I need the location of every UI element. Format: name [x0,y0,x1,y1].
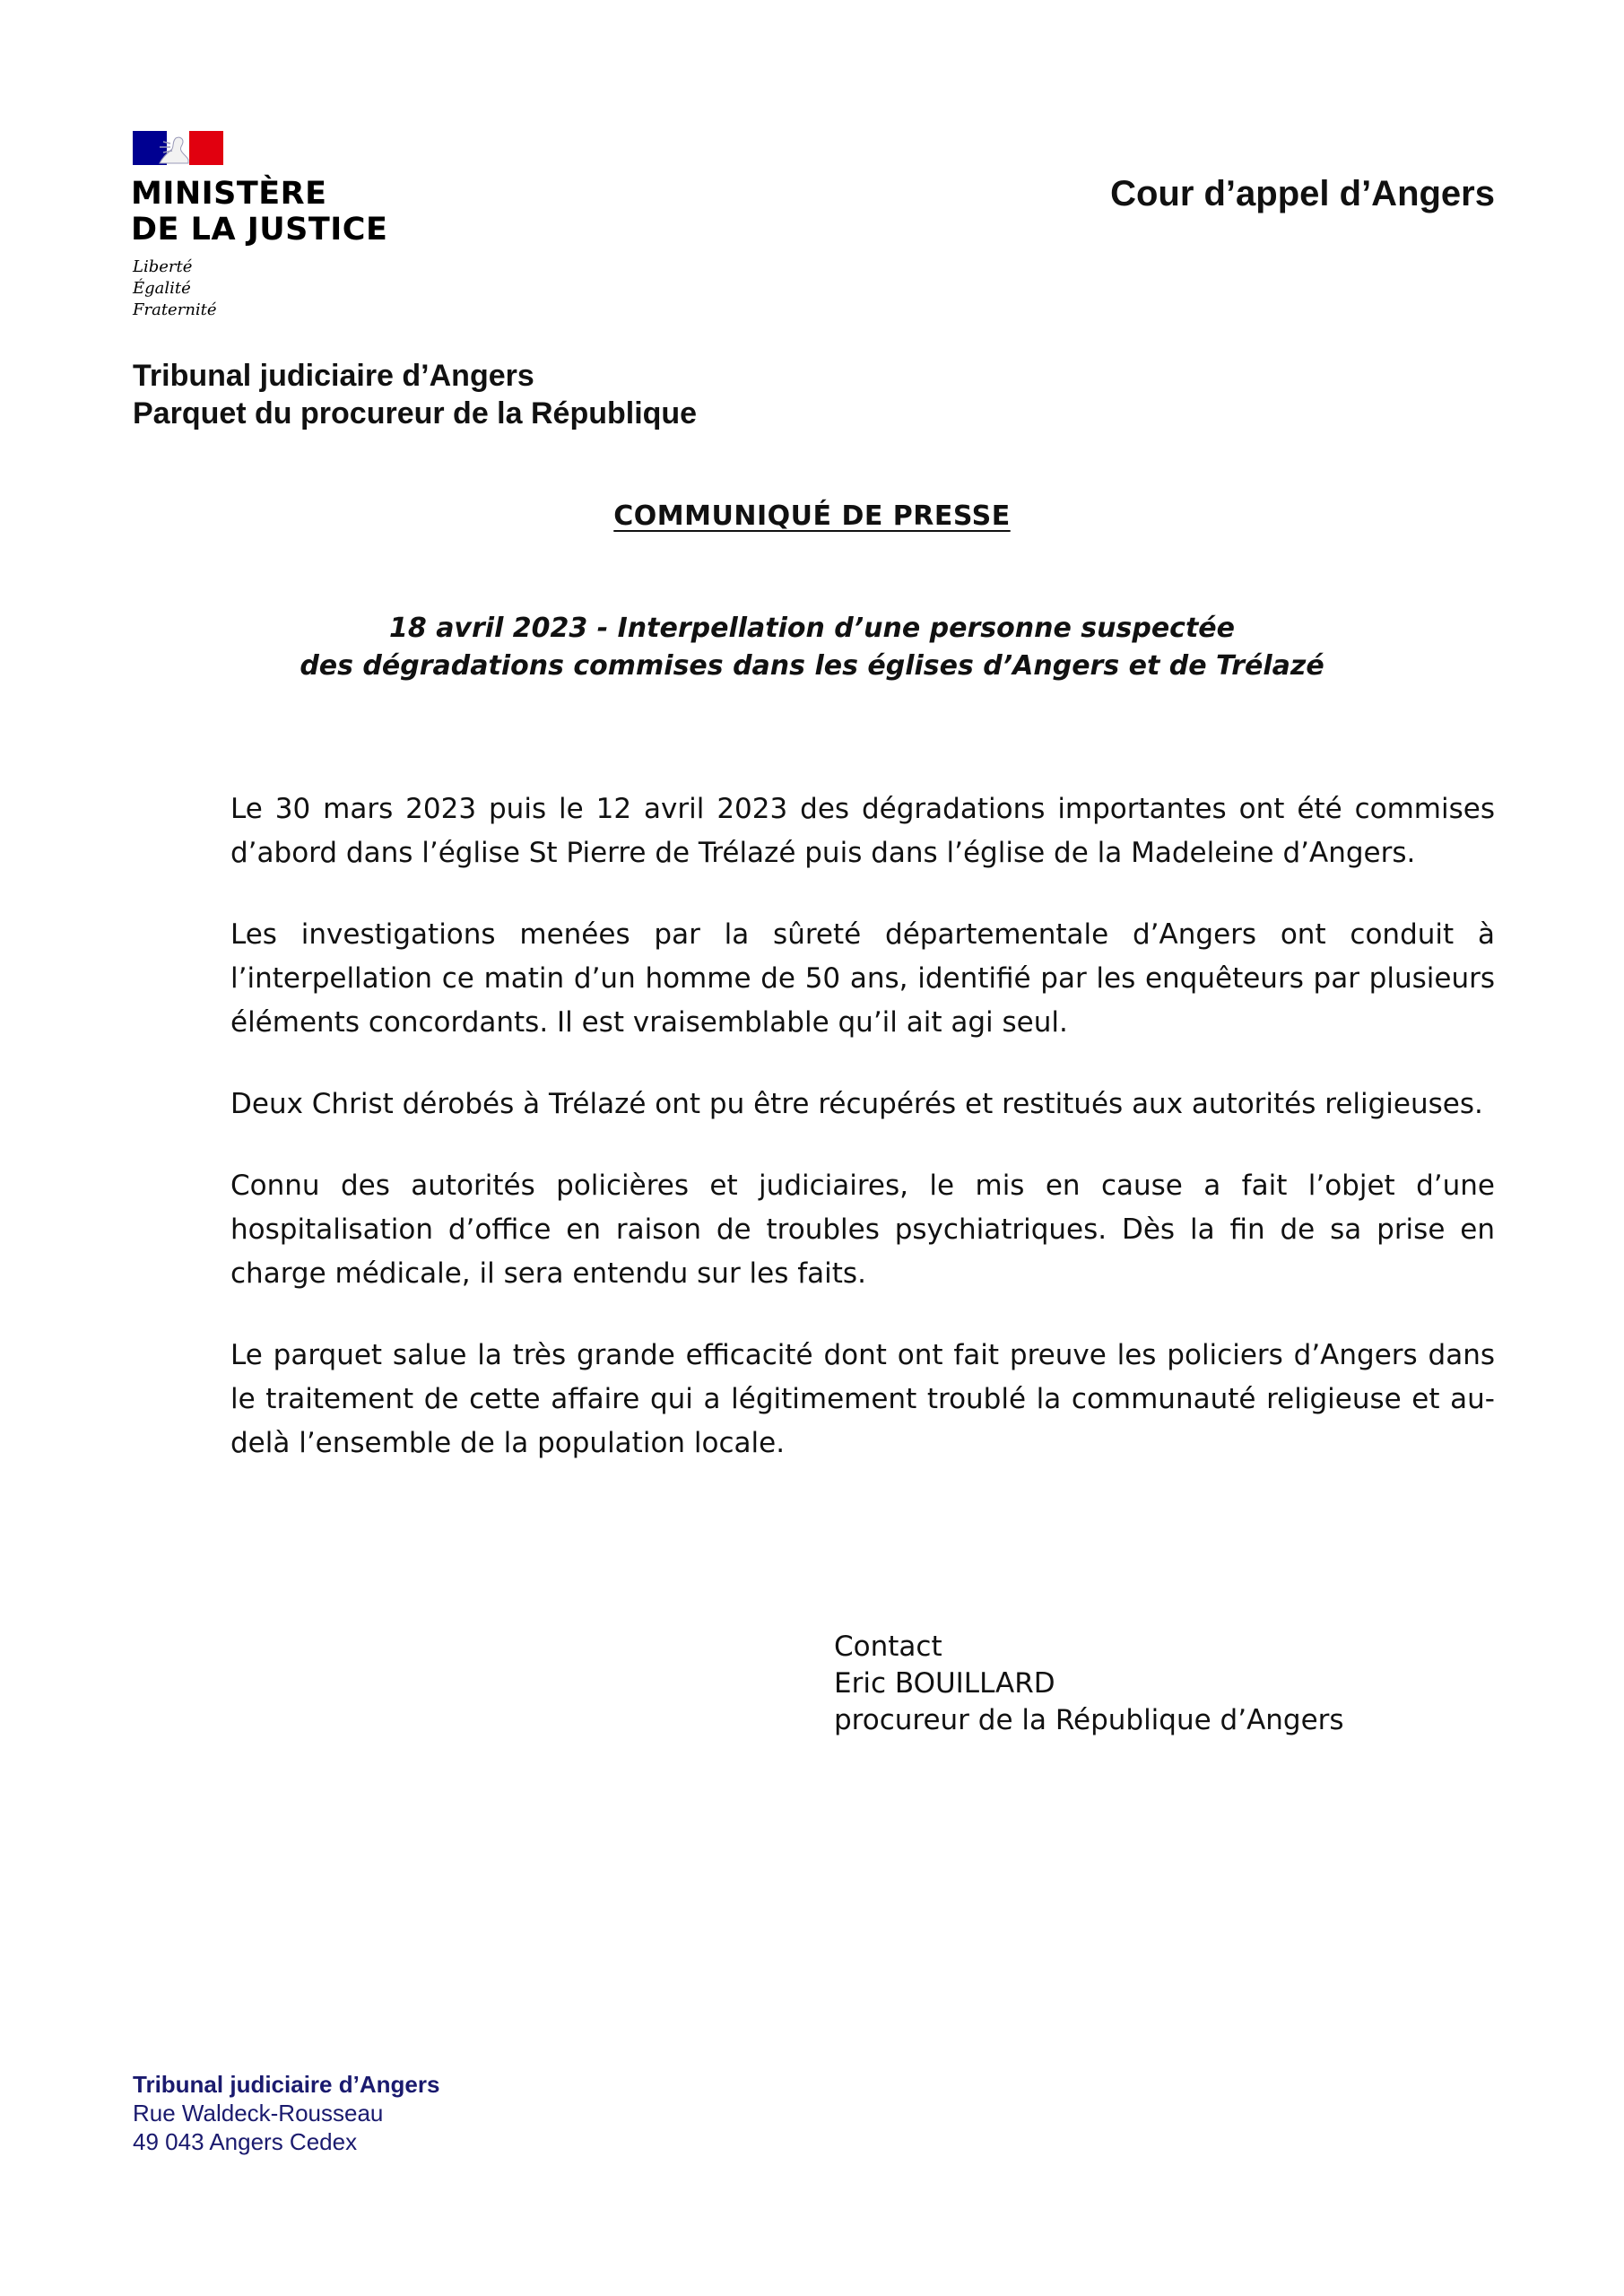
ministry-line-2: DE LA JUSTICE [131,212,388,248]
subtitle-line-2: des dégradations commises dans les églises d’Angers et de Trélazé [300,650,1324,682]
tribunal-header [133,357,697,432]
ministry-name [131,176,387,248]
ministry-line-1: MINISTÈRE [131,176,327,212]
footer-tribunal-name: Tribunal judiciaire d’Angers [133,2071,440,2098]
motto-egalite: Égalité [133,279,191,298]
prosecutor-office: Parquet du procureur de la République [133,396,698,430]
communique-label: COMMUNIQUÉ DE PRESSE [613,500,1011,532]
subtitle-line-1: 18 avril 2023 - Interpellation d’une personne suspectée [389,613,1235,644]
contact-label: Contact [834,1631,942,1663]
contact-block [834,1629,1344,1739]
paragraph-5: Le parquet salue la très grande efficacité dont ont fait preuve les policiers d’Angers dans le traitement de cette affaire qui a légitimement troublé la communauté religieuse et au-delà l’ensemble de la population locale. [230,1339,1495,1459]
court-of-appeal-title: Cour d’appel d’Angers [1110,174,1495,213]
paragraph-4: Connu des autorités policières et judiciaires, le mis en cause a fait l’objet d’une hospitalisation d’office en raison de troubles psychiatriques. Dès la fin de sa prise en charge médicale, il sera entendu sur les faits. [230,1170,1495,1290]
republic-motto [133,257,217,321]
contact-name: Eric BOUILLARD [834,1667,1055,1700]
paragraph-1: Le 30 mars 2023 puis le 12 avril 2023 des dégradations importantes ont été commises d’abord dans l’église St Pierre de Trélazé puis dans l’église de la Madeleine d’Angers. [230,793,1495,869]
press-release-body [230,787,1495,1503]
contact-title: procureur de la République d’Angers [834,1704,1344,1736]
paragraph-2: Les investigations menées par la sûreté départementale d’Angers ont conduit à l’interpellation ce matin d’un homme de 50 ans, identifié par les enquêteurs par plusieurs éléments concordants. Il est vraisemblable qu’il ait agi seul. [230,918,1495,1039]
marianne-flag-icon [133,131,223,165]
tribunal-name: Tribunal judiciaire d’Angers [133,359,534,393]
document-type-title [0,500,1624,532]
motto-fraternite: Fraternité [133,300,217,319]
footer-street: Rue Waldeck-Rousseau [133,2100,384,2126]
footer-city: 49 043 Angers Cedex [133,2128,358,2155]
paragraph-3: Deux Christ dérobés à Trélazé ont pu être récupérés et restitués aux autorités religieuses. [230,1088,1483,1120]
press-release-subtitle [0,610,1624,685]
footer-address [133,2070,439,2156]
motto-liberte: Liberté [133,257,193,276]
